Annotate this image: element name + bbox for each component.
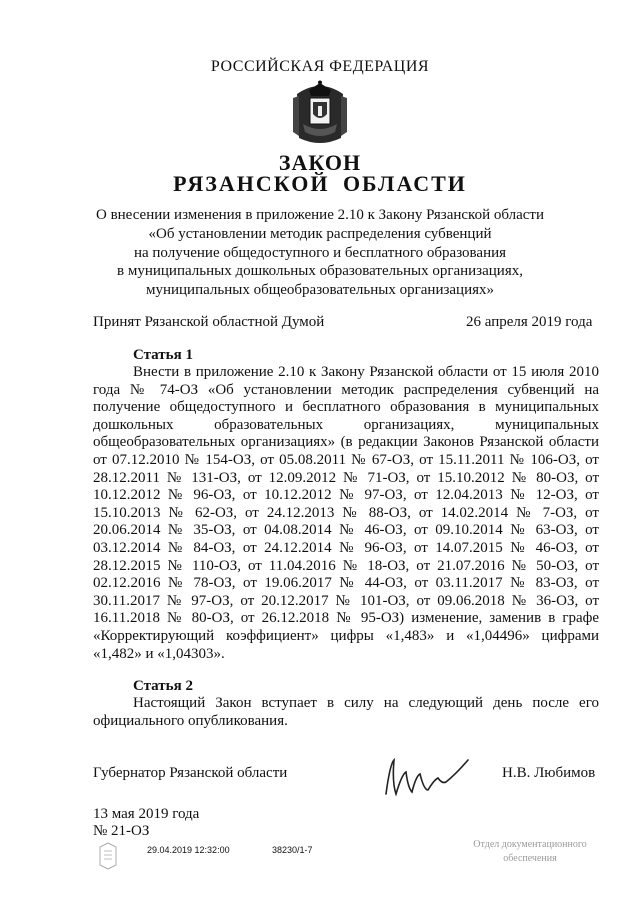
governor-name: Н.В. Любимов <box>502 765 596 781</box>
adoption-date: 26 апреля 2019 года <box>466 314 593 330</box>
office-stamp <box>445 838 615 866</box>
governor-position: Губернатор Рязанской области <box>93 765 288 781</box>
law-title: ЗАКОН <box>278 150 362 175</box>
coat-of-arms-icon <box>289 80 351 148</box>
registration-datetime: 29.04.2019 12:32:00 <box>147 845 230 855</box>
registration-stamp-icon <box>96 841 120 871</box>
article-2-heading: Статья 2 <box>133 678 193 694</box>
law-region-title: РЯЗАНСКОЙ ОБЛАСТИ <box>173 171 467 196</box>
subtitle-line-1: О внесении изменения в приложение 2.10 к Закону Рязанской области <box>95 207 544 223</box>
signing-date: 13 мая 2019 года <box>93 806 200 822</box>
signature-icon <box>380 754 472 800</box>
subtitle-line-4: в муниципальных дошкольных образовательных организациях, <box>117 263 523 279</box>
subtitle-line-5: муниципальных общеобразовательных организациях» <box>145 282 495 298</box>
adoption-label: Принят Рязанской областной Думой <box>93 314 325 330</box>
article-1-text: Внести в приложение 2.10 к Закону Рязанской области от 15 июля 2010 года № 74-ОЗ «Об установлении методик распределения субвенций на получение общедоступного и бесплатного образования в муниципальных дошкольных образовательных организациях, муниципальных общеобразовательных организациях» (в редакции Законов Рязанской области от 07.12.2010 № 154-ОЗ, от 05.08.2011 № 67-ОЗ, от 15.11.2011 № 106-ОЗ, от 28.12.2011 № 131-ОЗ, от 12.09.2012 № 71-ОЗ, от 15.10.2012 № 80-ОЗ, от 10.12.2012 № 96-ОЗ, от 10.12.2012 № 97-ОЗ, от 12.04.2013 № 12-ОЗ, от 15.10.2013 № 62-ОЗ, от 24.12.2013 № 88-ОЗ, от 14.02.2014 № 7-ОЗ, от 20.06.2014 № 35-ОЗ, от 04.08.2014 № 46-ОЗ, от 09.10.2014 № 63-ОЗ, от 03.12.2014 № 84-ОЗ, от 24.12.2014 № 96-ОЗ, от 14.07.2015 № 46-ОЗ, от 28.12.2015 № 110-ОЗ, от 11.04.2016 № 18-ОЗ, от 21.07.2016 № 50-ОЗ, от 02.12.2016 № 78-ОЗ, от 19.06.2017 № 44-ОЗ, от 03.11.2017 № 83-ОЗ, от 30.11.2017 № 97-ОЗ, от 20.12.2017 № 101-ОЗ, от 09.06.2018 № 36-ОЗ, от 16.11.2018 № 80-ОЗ, от 26.12.2018 № 95-ОЗ) изменение, заменив в графе «Корректирующий коэффициент» цифры «1,483» и «1,04496» цифрами «1,482» и «1,04303». <box>93 364 599 662</box>
article-1-heading: Статья 1 <box>133 347 193 363</box>
subtitle-line-3: на получение общедоступного и бесплатного образования <box>133 245 507 261</box>
law-number: № 21-ОЗ <box>93 823 150 839</box>
registration-code: 38230/1-7 <box>272 845 313 855</box>
article-2-text: Настоящий Закон вступает в силу на следующий день после его официального опубликования. <box>93 695 599 729</box>
office-stamp-line-1: Отдел документационного <box>473 839 587 850</box>
office-stamp-line-2: обеспечения <box>503 853 557 864</box>
country-header: РОССИЙСКАЯ ФЕДЕРАЦИЯ <box>210 58 430 75</box>
subtitle-line-2: «Об установлении методик распределения субвенций <box>148 226 492 242</box>
